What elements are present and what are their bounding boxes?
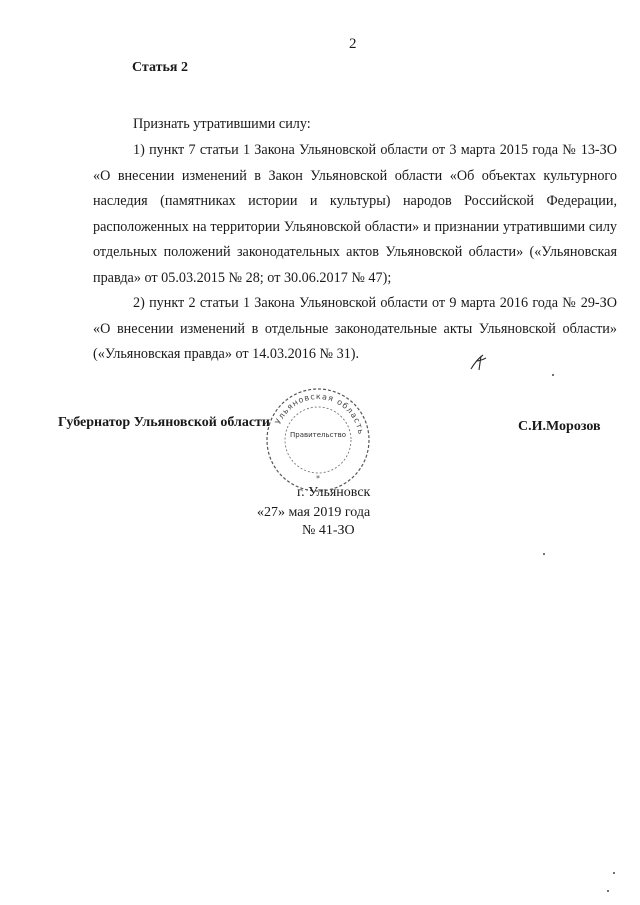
scan-speck bbox=[613, 872, 615, 874]
scan-speck bbox=[552, 374, 554, 376]
svg-text:*: * bbox=[316, 474, 320, 483]
svg-text:Ульяновская область bbox=[273, 392, 365, 436]
handwritten-mark-icon bbox=[467, 352, 491, 372]
scan-speck bbox=[607, 890, 609, 892]
article-title: Статья 2 bbox=[132, 60, 188, 75]
seal-inner-text: Правительство bbox=[290, 431, 346, 439]
intro-paragraph: Признать утратившими силу: bbox=[133, 116, 311, 132]
list-item-1: 1) пункт 7 статьи 1 Закона Ульяновской области от 3 марта 2015 года № 13-ЗО «О внесении изменений в Закон Ульяновской области «Об объектах культурного наследия (памятниках истории и культуры) народов Российской Федерации, расположенных на территории Ульяновской области» и признании утратившими силу отдельных положений законодательных актов Ульяновской области» («Ульяновская правда» от 05.03.2015 № 28; от 30.06.2017 № 47); bbox=[93, 142, 617, 286]
place-city: г. Ульяновск bbox=[297, 485, 371, 500]
seal-outer-text: Ульяновская область bbox=[273, 391, 366, 436]
page-number: 2 bbox=[349, 36, 357, 52]
law-number: № 41-ЗО bbox=[302, 523, 355, 538]
scan-speck bbox=[543, 553, 545, 555]
official-seal-icon bbox=[263, 385, 373, 495]
place-date: «27» мая 2019 года bbox=[257, 505, 371, 520]
governor-title: Губернатор Ульяновской области bbox=[58, 415, 270, 430]
governor-name: С.И.Морозов bbox=[518, 419, 601, 434]
list-item-2: 2) пункт 2 статьи 1 Закона Ульяновской области от 9 марта 2016 года № 29-ЗО «О внесении изменений в отдельные законодательные акты Ульяновской области» («Ульяновская правда» от 14.03.2016 № 31). bbox=[93, 295, 617, 363]
